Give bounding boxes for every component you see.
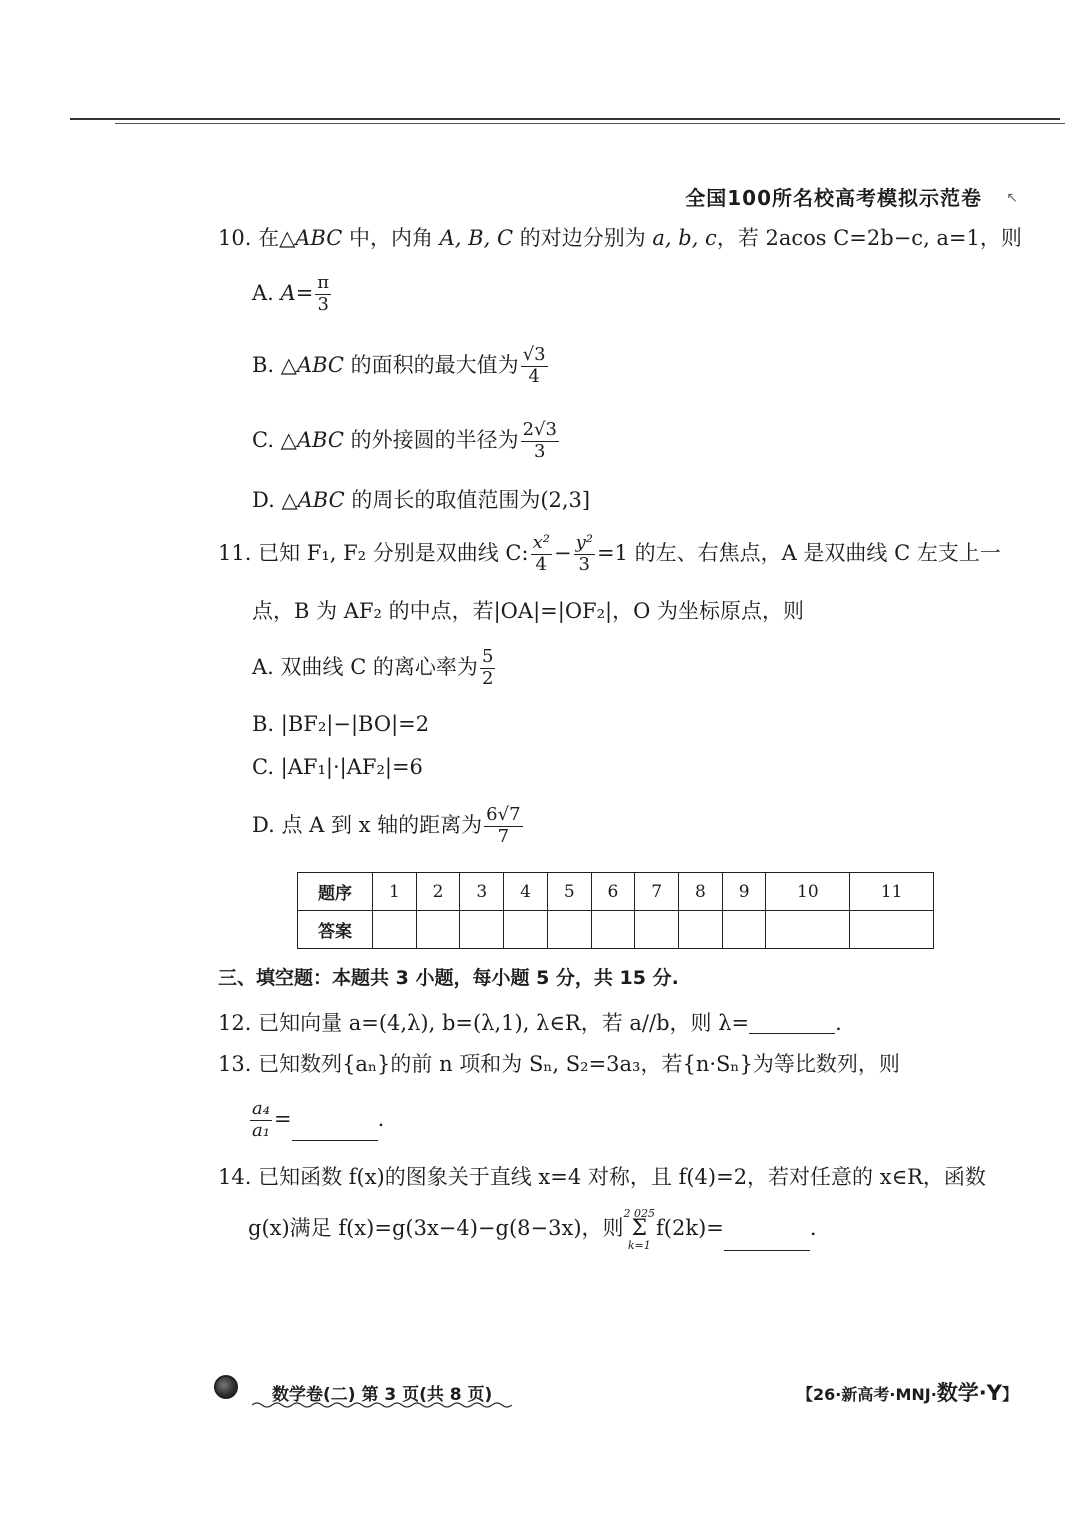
footer-logo-icon [214,1375,238,1399]
answer-table [297,872,934,949]
answer-cell[interactable] [850,911,934,949]
answer-cell[interactable] [679,911,723,949]
answer-cell[interactable] [416,911,460,949]
answer-cell[interactable] [722,911,766,949]
fraction: $\frac{\text{y²}}{3}$ [575,532,593,575]
fraction: $\frac{√3}{4}$ [522,344,546,387]
answer-blank[interactable] [292,1122,378,1141]
answer-cell[interactable] [547,911,591,949]
table-cell: 6 [591,873,635,911]
table-cell: 10 [766,873,850,911]
table-cell: 9 [722,873,766,911]
answer-blank[interactable] [749,1015,835,1034]
table-header-cell: 题序 [298,873,373,911]
table-cell: 5 [547,873,591,911]
question-11-option-c: C. |AF₁|·|AF₂|=6 [252,755,423,779]
footer-page-info: 数学卷(二) 第 3 页(共 8 页) [272,1385,493,1405]
fraction: $\frac{\text{a₄}}{\text{a₁}}$ [252,1098,270,1141]
question-11-stem-line2: 点，B 为 AF₂ 的中点，若|OA|=|OF₂|，O 为坐标原点，则 [252,599,804,623]
summation: 2 025 Σ k=1 [623,1207,656,1252]
question-13-answer-line: $\frac{\text{a₄}}{\text{a₁}}$ = . [252,1098,385,1141]
question-12: 12. 已知向量 a=(4,λ), b=(λ,1), λ∈R，若 a//b，则 λ= . [218,1011,842,1035]
question-14-stem-line1: 14. 已知函数 f(x)的图象关于直线 x=4 对称，且 f(4)=2，若对任意的 x∈R，函数 [218,1165,986,1189]
footer-wavy-underline [252,1401,512,1409]
table-cell: 3 [460,873,504,911]
fraction: $\frac{\text{x²}}{4}$ [532,532,550,575]
top-rule [70,118,1060,120]
table-cell: 1 [373,873,417,911]
fraction: $\frac{6√7}{7}$ [486,804,521,847]
fraction: $\frac{\pi}{3}$ [317,272,330,315]
header-title: 全国100所名校高考模拟示范卷 [685,186,982,210]
answer-cell[interactable] [766,911,850,949]
answer-cell[interactable] [373,911,417,949]
table-header-cell: 答案 [298,911,373,949]
section-3-title: 三、填空题：本题共 3 小题，每小题 5 分，共 15 分. [218,967,679,989]
table-cell: 2 [416,873,460,911]
answer-blank[interactable] [724,1232,810,1251]
table-row-answers [298,911,934,949]
table-cell: 4 [504,873,548,911]
question-11-option-b: B. |BF₂|−|BO|=2 [252,712,430,736]
top-rule-thin [115,123,1065,124]
footer-code: 【26·新高考·MNJ·数学·Y】 [797,1381,1018,1405]
question-10-option-a: A. A= $\frac{\pi}{3}$ [252,272,330,315]
question-14-stem-line2: g(x)满足 f(x)=g(3x−4)−g(8−3x)，则 2 025 Σ k=1 f(2k)= . [248,1207,817,1252]
fraction: $\frac{2√3}{3}$ [522,419,557,462]
question-11-option-d: D. 点 A 到 x 轴的距离为 $\frac{6√7}{7}$ [252,804,521,847]
question-11-option-a: A. 双曲线 C 的离心率为 $\frac{5}{2}$ [252,646,494,689]
question-10-stem: 10. 在△ABC 中，内角 A, B, C 的对边分别为 a, b, c，若 2acos C=2b−c, a=1，则 [218,226,1022,250]
table-cell: 11 [850,873,934,911]
question-10-option-d: D. △ABC 的周长的取值范围为(2,3] [252,488,591,512]
answer-cell[interactable] [635,911,679,949]
question-11-stem-line1: 11. 已知 F₁, F₂ 分别是双曲线 C: $\frac{\text{x²}}{4}$ − $\frac{\text{y²}}{3}$ =1 的左、右焦点，A 是双曲线 C 左支上一 [218,532,1001,575]
question-13-stem: 13. 已知数列{aₙ}的前 n 项和为 Sₙ, S₂=3a₃，若{n·Sₙ}为等比数列，则 [218,1052,900,1076]
table-row-numbers [298,873,934,911]
answer-cell[interactable] [460,911,504,949]
table-cell: 8 [679,873,723,911]
answer-cell[interactable] [504,911,548,949]
question-10-option-b: B. △ABC 的面积的最大值为 $\frac{√3}{4}$ [252,344,546,387]
fraction: $\frac{5}{2}$ [481,646,494,689]
table-cell: 7 [635,873,679,911]
answer-cell[interactable] [591,911,635,949]
question-10-option-c: C. △ABC 的外接圆的半径为 $\frac{2√3}{3}$ [252,419,557,462]
header-mark-icon: ↖ [1006,190,1018,206]
